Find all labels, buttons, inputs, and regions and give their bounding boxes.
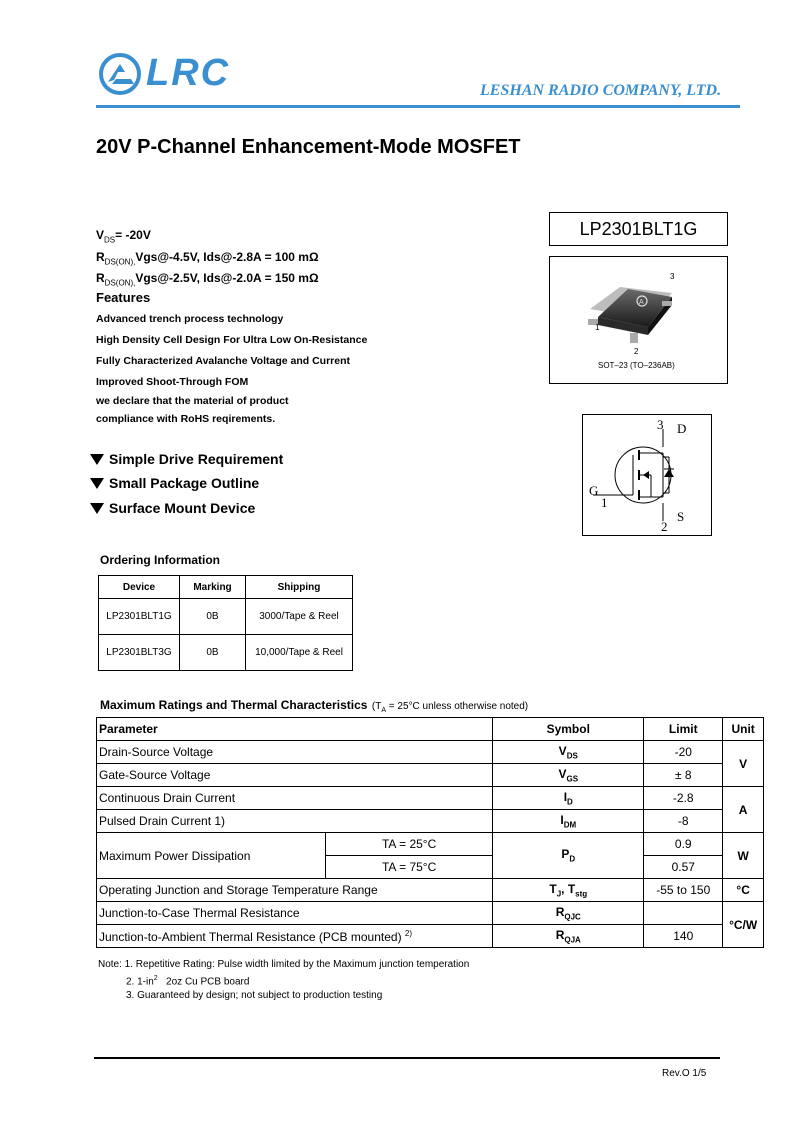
schematic-pin2: 2 — [661, 519, 668, 534]
ordering-cell: LP2301BLT3G — [99, 635, 180, 671]
ratings-unit: °C — [723, 879, 764, 902]
feature-item: Advanced trench process technology — [96, 313, 284, 325]
ratings-header-limit: Limit — [644, 718, 723, 741]
ratings-unit: °C/W — [723, 902, 764, 948]
ratings-symbol: $R_{QJC}$ — [493, 902, 644, 925]
ordering-table — [98, 575, 353, 671]
ordering-cell: 0B — [180, 599, 246, 635]
ratings-header-unit: Unit — [723, 718, 764, 741]
ordering-cell: 10,000/Tape & Reel — [246, 635, 353, 671]
table-row — [99, 599, 353, 635]
schematic-pin3: 3 — [657, 417, 664, 432]
triangle-down-icon — [90, 478, 104, 489]
ratings-param: Junction-to-Case Thermal Resistance — [97, 902, 493, 925]
ordering-header-shipping: Shipping — [246, 576, 353, 599]
ratings-condition: TA = 25°C — [326, 833, 493, 856]
ratings-limit: -20 — [644, 741, 723, 764]
table-row — [97, 787, 764, 810]
lrc-logo-icon — [98, 52, 142, 96]
note-1: Note: 1. Repetitive Rating: Pulse width limited by the Maximum junction temperation — [98, 959, 470, 970]
ratings-param: Drain-Source Voltage — [97, 741, 493, 764]
mosfet-symbol-icon — [583, 415, 711, 535]
package-pin1: 1 — [595, 323, 600, 332]
ratings-symbol: $V_{GS}$ — [493, 764, 644, 787]
ordering-cell: LP2301BLT1G — [99, 599, 180, 635]
ratings-param: Pulsed Drain Current 1) — [97, 810, 493, 833]
triangle-down-icon — [90, 503, 104, 514]
ratings-param: Continuous Drain Current — [97, 787, 493, 810]
schematic-box — [582, 414, 712, 536]
schematic-source: S — [677, 509, 685, 524]
ratings-limit: 140 — [644, 925, 723, 948]
ratings-param: Maximum Power Dissipation — [97, 833, 326, 879]
ratings-header-parameter: Parameter — [97, 718, 493, 741]
ratings-param: Junction-to-Ambient Thermal Resistance (PCB mounted) $^{2)}$ — [97, 925, 493, 948]
feature-item: compliance with RoHS reqirements. — [96, 413, 276, 425]
ratings-limit: -55 to 150 — [644, 879, 723, 902]
bullet-item: Simple Drive Requirement — [90, 451, 283, 467]
ordering-cell: 3000/Tape & Reel — [246, 599, 353, 635]
ordering-heading: Ordering Information — [100, 553, 220, 567]
ratings-symbol: $I_D$ — [493, 787, 644, 810]
table-row — [99, 635, 353, 671]
package-label: SOT–23 (TO–236AB) — [598, 361, 675, 370]
ordering-cell: 0B — [180, 635, 246, 671]
ratings-limit: ± 8 — [644, 764, 723, 787]
ratings-unit: W — [723, 833, 764, 879]
table-row — [97, 833, 764, 856]
page-title: 20V P-Channel Enhancement-Mode MOSFET — [96, 136, 521, 158]
ratings-table — [96, 717, 764, 948]
spec-rds2: $R_{DS(ON),}Vgs@-2.5V$, Ids@-2.0A = 150 mΩ — [96, 271, 319, 288]
logo-text: LRC — [146, 52, 231, 94]
logo — [98, 52, 238, 98]
feature-item: Fully Characterized Avalanche Voltage and Current — [96, 355, 351, 367]
table-row — [97, 741, 764, 764]
ratings-condition: TA = 75°C — [326, 856, 493, 879]
ratings-unit: A — [723, 787, 764, 833]
schematic-gate: G — [589, 483, 599, 498]
ratings-limit: 0.9 — [644, 833, 723, 856]
spec-vds: $V_{DS}= -20V$ — [96, 228, 151, 245]
part-number-box: LP2301BLT1G — [549, 212, 728, 246]
ratings-header-symbol: Symbol — [493, 718, 644, 741]
ratings-symbol: $P_D$ — [493, 833, 644, 879]
ratings-limit: -8 — [644, 810, 723, 833]
schematic-pin1: 1 — [601, 495, 608, 510]
company-name: LESHAN RADIO COMPANY, LTD. — [480, 82, 722, 99]
ratings-symbol: $V_{DS}$ — [493, 741, 644, 764]
feature-item: Improved Shoot-Through FOM — [96, 376, 249, 388]
note-2: 2. $1-in^2$ 2oz Cu PCB board — [126, 975, 250, 988]
ratings-symbol: $I_{DM}$ — [493, 810, 644, 833]
schematic-drain: D — [677, 421, 687, 436]
table-row — [97, 764, 764, 787]
table-row — [99, 576, 353, 599]
ratings-limit: -2.8 — [644, 787, 723, 810]
package-pin3: 3 — [670, 272, 675, 281]
ratings-param: Gate-Source Voltage — [97, 764, 493, 787]
header-divider — [96, 105, 740, 108]
ratings-symbol: $R_{QJA}$ — [493, 925, 644, 948]
ratings-unit: V — [723, 741, 764, 787]
ratings-limit — [644, 902, 723, 925]
feature-item: High Density Cell Design For Ultra Low On-Resistance — [96, 334, 368, 346]
features-heading: Features — [96, 290, 151, 305]
package-pin2: 2 — [634, 347, 639, 356]
spec-rds1: $R_{DS(ON),}Vgs@-4.5V$, Ids@-2.8A = 100 mΩ — [96, 250, 319, 267]
footer-divider — [94, 1057, 720, 1059]
svg-text:A: A — [639, 299, 644, 306]
ratings-limit: 0.57 — [644, 856, 723, 879]
table-row — [97, 718, 764, 741]
table-row — [97, 810, 764, 833]
table-row — [97, 879, 764, 902]
package-box — [549, 256, 728, 384]
table-row — [97, 925, 764, 948]
ordering-header-marking: Marking — [180, 576, 246, 599]
ordering-header-device: Device — [99, 576, 180, 599]
note-3: 3. Guaranteed by design; not subject to production testing — [126, 990, 383, 1001]
feature-item: we declare that the material of product — [96, 395, 289, 407]
table-row — [97, 902, 764, 925]
ratings-param: Operating Junction and Storage Temperature Range — [97, 879, 493, 902]
revision-label: Rev.O 1/5 — [662, 1068, 707, 1079]
ratings-symbol: $T_J$, $T_{stg}$ — [493, 879, 644, 902]
ratings-heading: Maximum Ratings and Thermal Characteristics ($T_A = 25^\circ C$ unless otherwise noted) — [100, 698, 529, 714]
bullet-item: Surface Mount Device — [90, 500, 255, 516]
triangle-down-icon — [90, 454, 104, 465]
bullet-item: Small Package Outline — [90, 475, 259, 491]
